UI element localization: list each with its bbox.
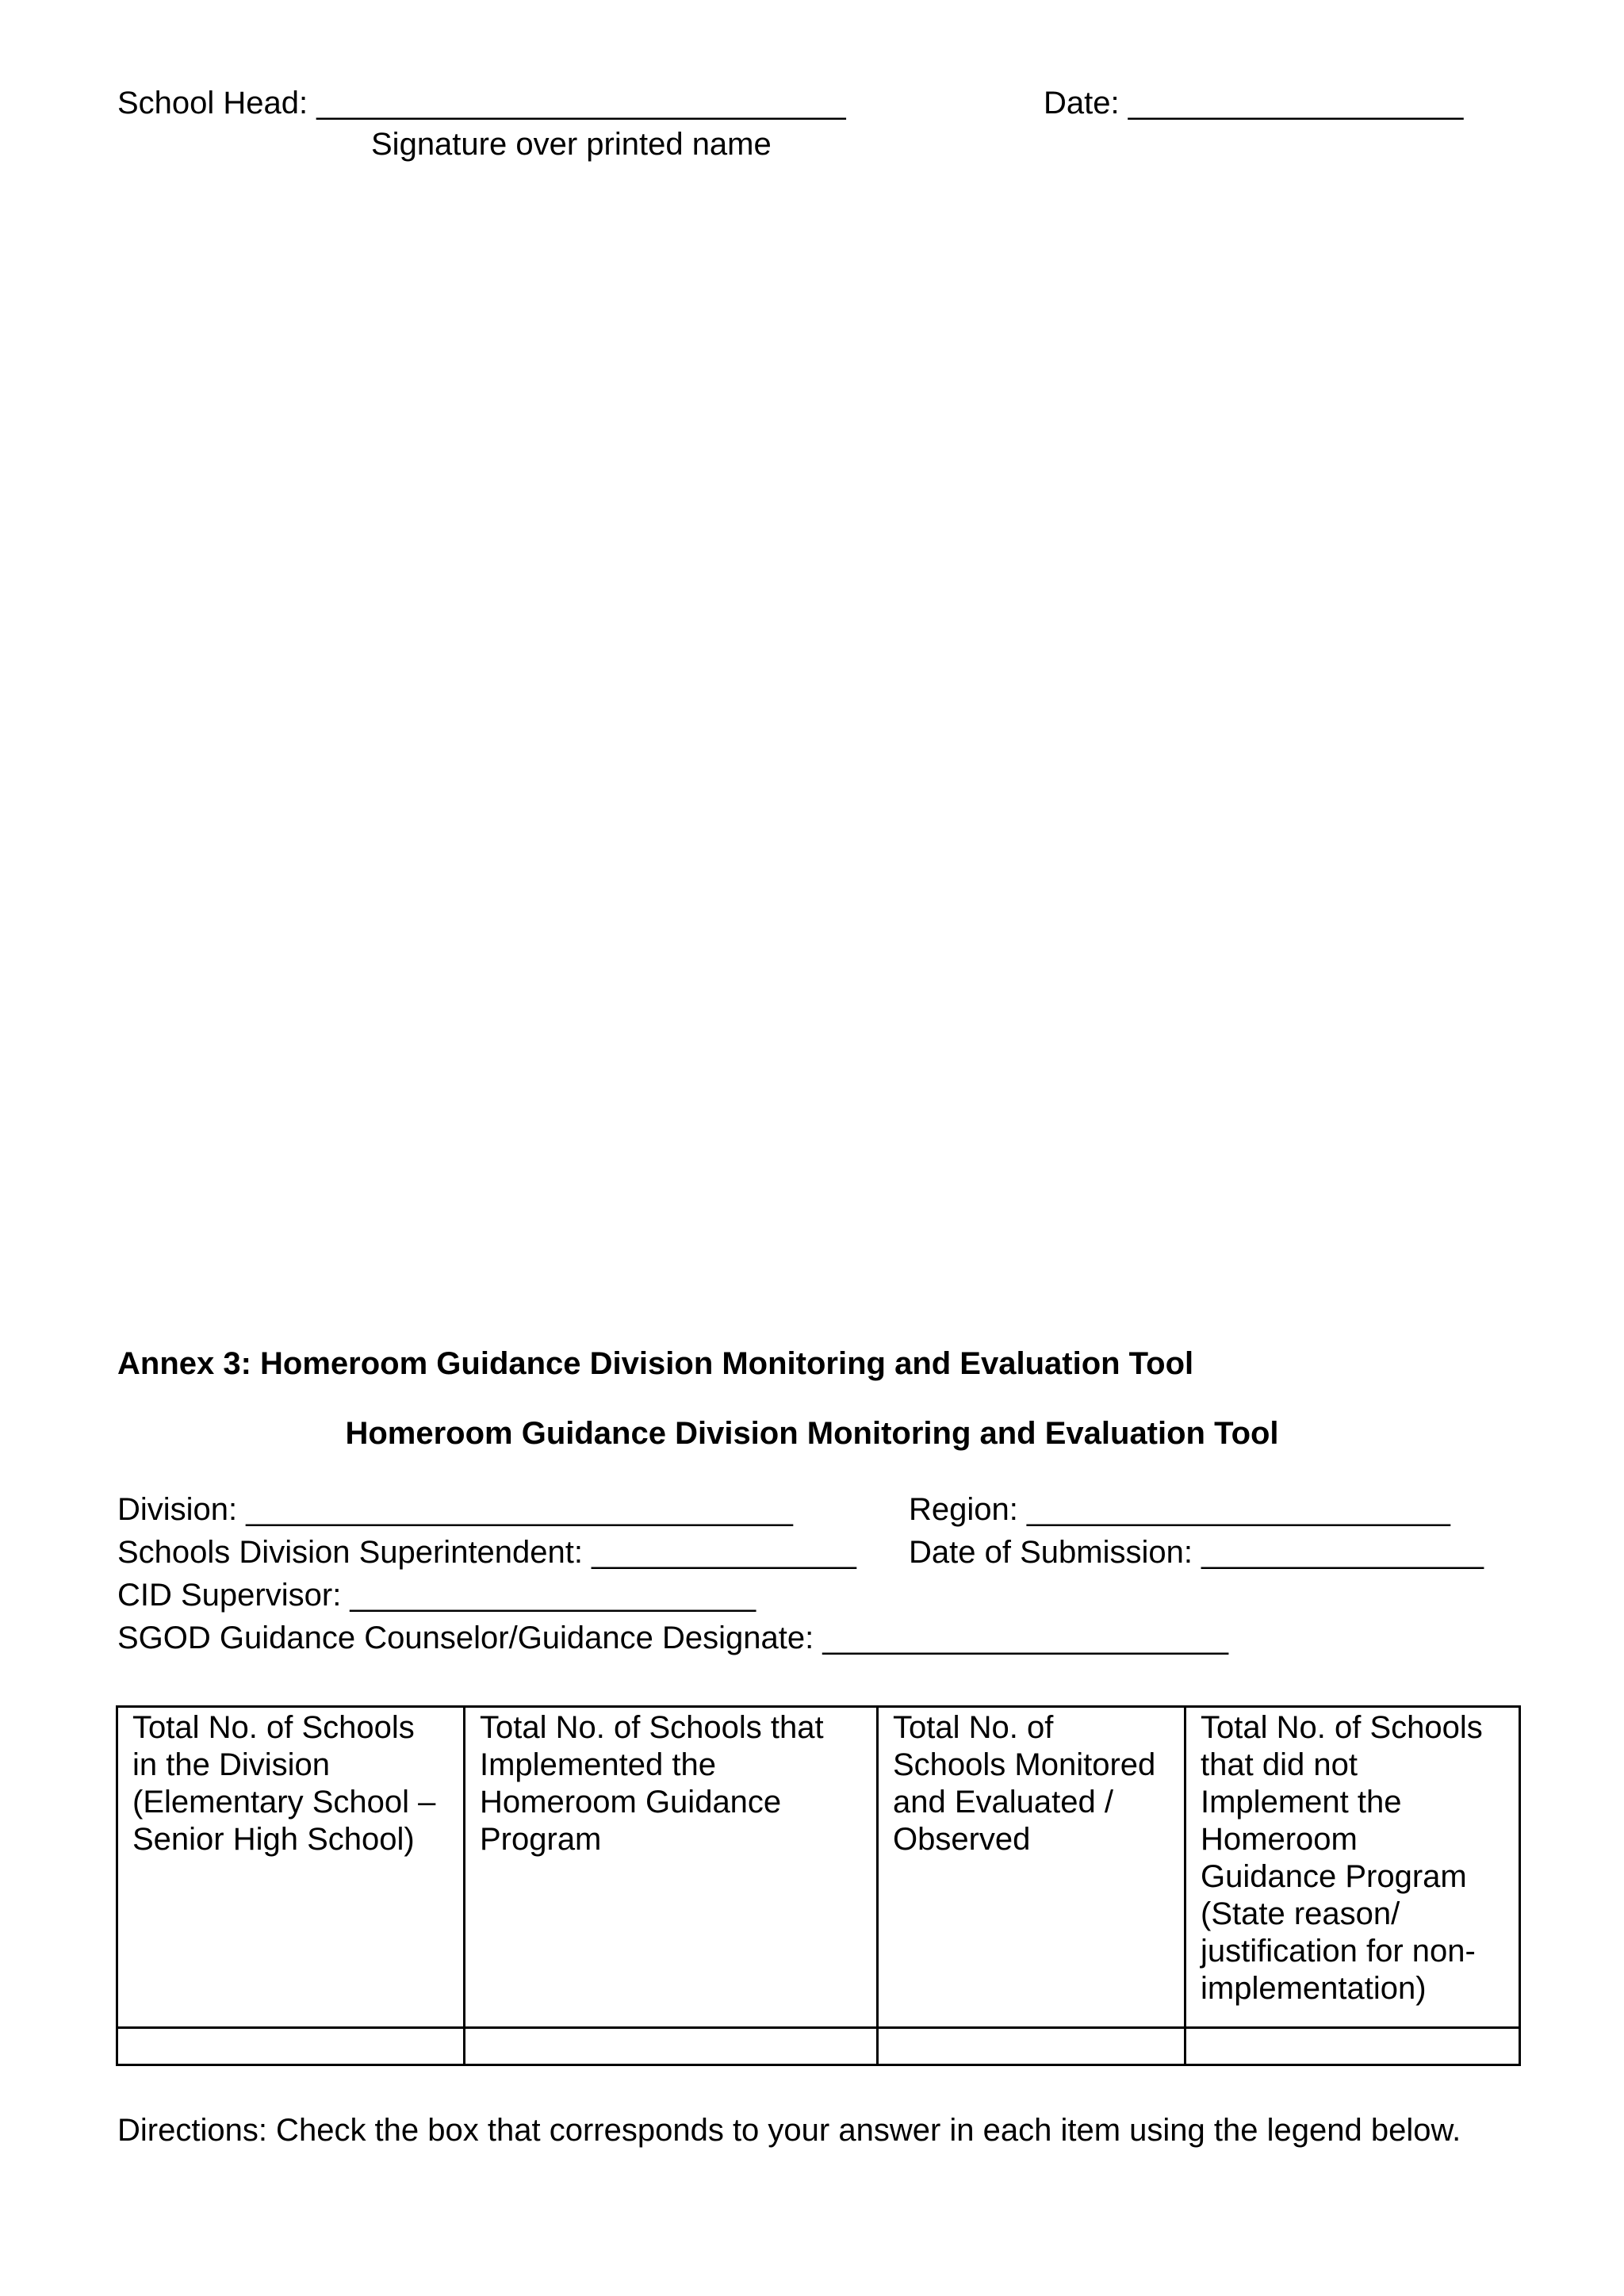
division-field[interactable]: Division: _______________________________ [117, 1492, 793, 1527]
school-head-field[interactable]: School Head: ______________________________ [117, 86, 846, 121]
document-title: Homeroom Guidance Division Monitoring and Evaluation Tool [345, 1416, 1279, 1451]
table-header-row [117, 1707, 1520, 2028]
annex-heading: Annex 3: Homeroom Guidance Division Monitoring and Evaluation Tool [117, 1346, 1194, 1381]
table-cell-total-schools[interactable] [117, 2028, 465, 2065]
table-row [117, 2028, 1520, 2065]
date-field[interactable]: Date: ___________________ [1044, 86, 1464, 121]
header-implemented: Total No. of Schools that Implemented the Homeroom Guidance Program [465, 1707, 878, 2028]
sgod-field[interactable]: SGOD Guidance Counselor/Guidance Designate: _______________________ [117, 1621, 1229, 1655]
cid-supervisor-field[interactable]: CID Supervisor: _______________________ [117, 1578, 756, 1613]
table-cell-not-implemented[interactable] [1185, 2028, 1520, 2065]
header-not-implemented: Total No. of Schools that did not Implement the Homeroom Guidance Program (State reason/ justification for non- implementation) [1185, 1707, 1520, 2028]
date-of-submission-field[interactable]: Date of Submission: ________________ [909, 1535, 1484, 1570]
table-cell-implemented[interactable] [465, 2028, 878, 2065]
directions-text: Directions: Check the box that corresponds to your answer in each item using the legend below. [117, 2113, 1461, 2148]
signature-caption: Signature over printed name [371, 127, 772, 162]
header-total-schools: Total No. of Schools in the Division (Elementary School – Senior High School) [117, 1707, 465, 2028]
header-monitored: Total No. of Schools Monitored and Evaluated / Observed [878, 1707, 1185, 2028]
superintendent-field[interactable]: Schools Division Superintendent: _______________ [117, 1535, 856, 1570]
region-field[interactable]: Region: ________________________ [909, 1492, 1450, 1527]
table-cell-monitored[interactable] [878, 2028, 1185, 2065]
summary-table [116, 1705, 1521, 2066]
